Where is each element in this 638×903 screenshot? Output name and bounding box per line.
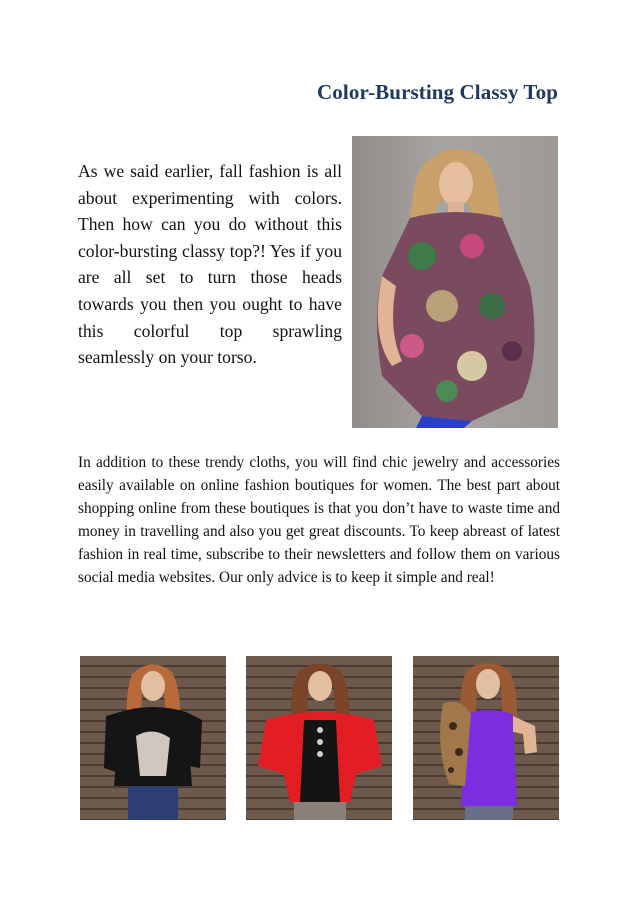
thumbnail-illustration-1: [80, 656, 226, 820]
intro-paragraph: As we said earlier, fall fashion is all about experimenting with colors. Then how can you do without this color-bursting classy top?! Yes if you are all set to turn those heads towards you then you ought to have this colorful top sprawling seamlessly on your torso.: [78, 161, 342, 368]
thumbnail-photo-red-cardigan: [246, 656, 392, 820]
thumbnail-illustration-2: [246, 656, 392, 820]
hero-photo-illustration: [352, 136, 558, 428]
body-paragraph: In addition to these trendy cloths, you will find chic jewelry and accessories easily available on online fashion boutiques for women. The best part about shopping online from these boutiques is that you don’t have to waste time and money in travelling and also you get great discounts. To keep abreast of latest fashion in real time, subscribe to their newsletters and follow them on various social media websites. Our only advice is to keep it simple and real!: [78, 454, 560, 586]
thumbnail-photo-tiger-top: [80, 656, 226, 820]
thumbnail-illustration-3: [413, 656, 559, 820]
hero-photo-colorful-top: [352, 136, 558, 428]
section-heading: Color-Bursting Classy Top: [317, 80, 558, 104]
thumbnail-photo-purple-dress: [413, 656, 559, 820]
